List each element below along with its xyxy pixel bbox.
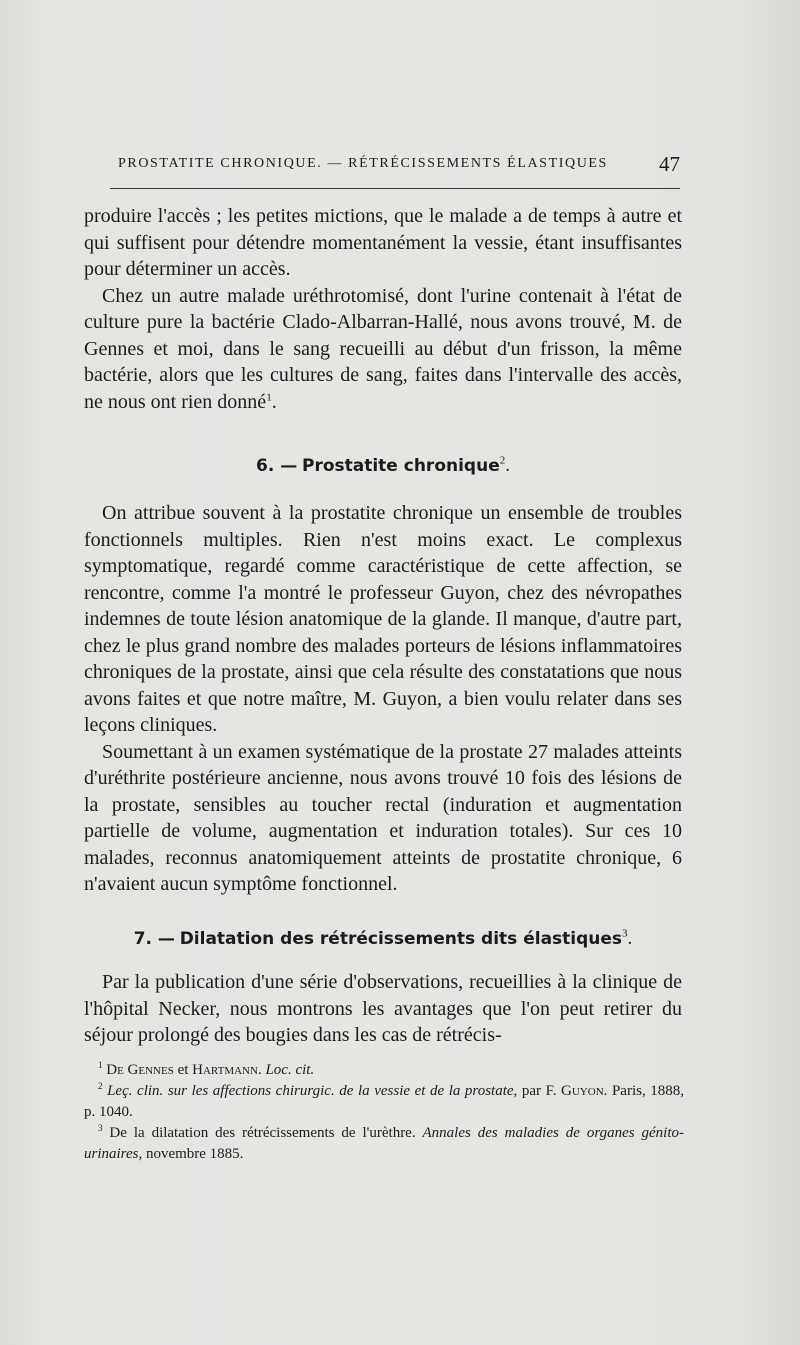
footnote-2-number: 2 [98, 1081, 103, 1091]
heading-6-end: . [505, 455, 510, 476]
section-7-text [84, 969, 682, 1049]
heading-7-title: Dilatation des rétrécissements dits élastiques [179, 929, 623, 949]
paragraph-3: On attribue souvent à la prostatite chronique un ensemble de troubles fonctionnels multiples. Rien n'est moins exact. Le complexus symptomatique, regardé comme caractéristique de cette affection, se rencontre, comme l'a montré le professeur Guyon, chez des névropathes indemnes de toute lésion anatomique de la glande. Il manque, d'autre part, chez le plus grand nombre des malades porteurs de lésions inflammatoires chroniques de la prostate, ainsi que cela résulte des constatations que nous avons faites et que notre maître, M. Guyon, a bien voulu relater dans ses leçons cliniques. [84, 502, 682, 736]
footnote-2-publication: . Paris, 1888, p. 1040. [84, 1083, 685, 1120]
paragraph-1: produire l'accès ; les petites mictions, que le malade a de temps à autre et qui suffisent pour détendre momentanément la vessie, étant insuffisantes pour déterminer un accès. [84, 205, 682, 280]
footnote-1 [84, 1060, 684, 1081]
footnote-1-citation: Loc. cit. [265, 1062, 315, 1078]
running-header [118, 152, 680, 178]
footnote-2 [84, 1081, 684, 1123]
paragraph-2-text: Chez un autre malade uréthrotomisé, dont l'urine contenait à l'état de culture pure la bactérie Clado-Albarran-Hallé, nous avons trouvé, M. de Gennes et moi, dans le sang recueilli au début d'un frisson, la même bactérie, alors que les cultures de sang, faites dans l'intervalle des accès, ne nous ont rien donné [84, 284, 682, 413]
footnote-ref-1: 1 [266, 390, 272, 403]
footnotes [84, 1060, 684, 1165]
heading-6-title: Prostatite chronique [301, 456, 500, 476]
page-number: 47 [659, 152, 680, 176]
footnote-ref-2: 2 [499, 454, 506, 467]
footnote-3-number: 3 [98, 1123, 103, 1133]
footnote-3 [84, 1123, 684, 1165]
footnote-1-and: et [173, 1062, 193, 1078]
heading-7-number: 7. — [133, 929, 175, 949]
footnote-2-by: , par F. [513, 1083, 562, 1099]
paragraph-4: Soumettant à un examen systématique de la prostate 27 malades atteints d'uréthrite postérieure ancienne, nous avons trouvé 10 fois des lésions de la prostate, sensibles au toucher rectal (induration et augmentation partielle de volume, augmentation et induration totales). Sur ces 10 malades, reconnus anatomiquement atteints de prostatite chronique, 6 n'avaient aucun symptôme fonctionnel. [84, 740, 682, 895]
section-heading-7 [84, 928, 682, 950]
running-title: PROSTATITE CHRONIQUE. — RÉTRÉCISSEMENTS ÉLASTIQUES [118, 156, 608, 171]
footnote-1-author-a: De Gennes [106, 1062, 174, 1078]
footnote-3-journal: Annales des maladies de organes génito-urinaires [84, 1125, 684, 1162]
heading-6-number: 6. — [256, 456, 298, 476]
footnote-ref-3: 3 [622, 927, 628, 940]
footnote-1-number: 1 [98, 1060, 103, 1070]
paragraph-2-end: . [271, 390, 277, 413]
paragraph-5: Par la publication d'une série d'observations, recueillies à la clinique de l'hôpital Necker, nous montrons les avantages que l'on peut retirer du séjour prolongé des bougies dans les cas de rétrécis- [84, 971, 682, 1046]
section-heading-6 [84, 455, 682, 477]
paragraph-2 [84, 283, 682, 416]
footnote-2-author: Guyon [561, 1083, 604, 1099]
heading-7-end: . [627, 928, 633, 949]
footnote-3-date: , novembre 1885. [138, 1146, 244, 1162]
section-6-text [84, 500, 682, 898]
footnote-3-title: De la dilatation des rétrécissements de l'urèthre. [109, 1125, 423, 1141]
footnote-1-sep: . [257, 1062, 266, 1078]
header-rule [110, 188, 680, 189]
footnote-2-title: Leç. clin. sur les affections chirurgic. de la vessie et de la prostate [107, 1083, 514, 1099]
footnote-1-author-b: Hartmann [192, 1062, 258, 1078]
section-intro-text [84, 203, 682, 415]
